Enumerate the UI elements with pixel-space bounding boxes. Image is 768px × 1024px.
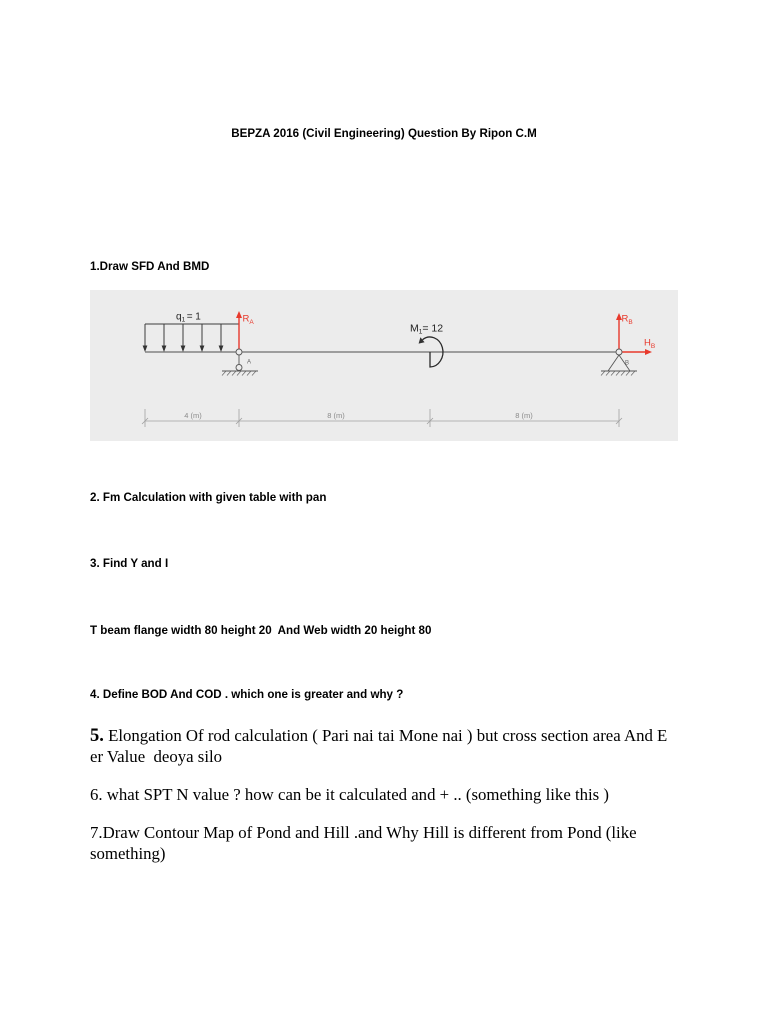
question-5 (90, 725, 667, 767)
question-7-line-1: 7.Draw Contour Map of Pond and Hill .and Why Hill is different from Pond (like (90, 823, 637, 842)
span-label-1: 4 (m) (184, 411, 202, 420)
load-subscript: 1 (181, 316, 186, 324)
question-5-line-2: er Value deoya silo (90, 747, 223, 766)
support-a-label: A (247, 359, 252, 366)
question-4: 4. Define BOD And COD . which one is greater and why ? (90, 688, 404, 701)
question-5-text-1: Elongation Of rod calculation ( Pari nai tai Mone nai ) but cross section area And E (108, 726, 668, 745)
hinge-a (236, 349, 242, 355)
hinge-b (616, 349, 622, 355)
moment-value: = 12 (422, 322, 444, 335)
question-5-line-1 (90, 725, 667, 746)
horizontal-reaction-b-symbol: H (644, 337, 651, 349)
question-7-line-2: something) (90, 844, 166, 863)
roller-a (236, 365, 242, 371)
reaction-a-subscript: A (249, 319, 254, 326)
question-6-line: 6. what SPT N value ? how can be it calculated and + .. (something like this ) (90, 785, 609, 804)
question-2: 2. Fm Calculation with given table with pan (90, 491, 327, 504)
question-1: 1.Draw SFD And BMD (90, 260, 210, 273)
moment-symbol: M (410, 322, 419, 335)
moment-label (410, 323, 443, 336)
load-value: = 1 (186, 311, 201, 323)
span-label-2: 8 (m) (327, 411, 345, 420)
load-label (176, 312, 201, 324)
question-3: 3. Find Y and I (90, 557, 169, 570)
beam-diagram (90, 290, 678, 441)
load-symbol: q (176, 311, 182, 323)
reaction-b-symbol: R (621, 313, 629, 325)
question-5-number: 5. (90, 726, 104, 746)
reaction-a-symbol: R (242, 313, 250, 325)
span-label-3: 8 (m) (515, 411, 533, 420)
question-7 (90, 822, 637, 864)
support-b-label: B (625, 360, 630, 367)
reaction-b-subscript: B (628, 319, 633, 326)
moment-subscript: 1 (418, 328, 423, 336)
horizontal-reaction-b-subscript: B (650, 343, 656, 350)
page-title: BEPZA 2016 (Civil Engineering) Question By Ripon C.M (231, 127, 537, 140)
question-3-detail: T beam flange width 80 height 20 And Web width 20 height 80 (90, 624, 432, 637)
question-6 (90, 784, 609, 805)
